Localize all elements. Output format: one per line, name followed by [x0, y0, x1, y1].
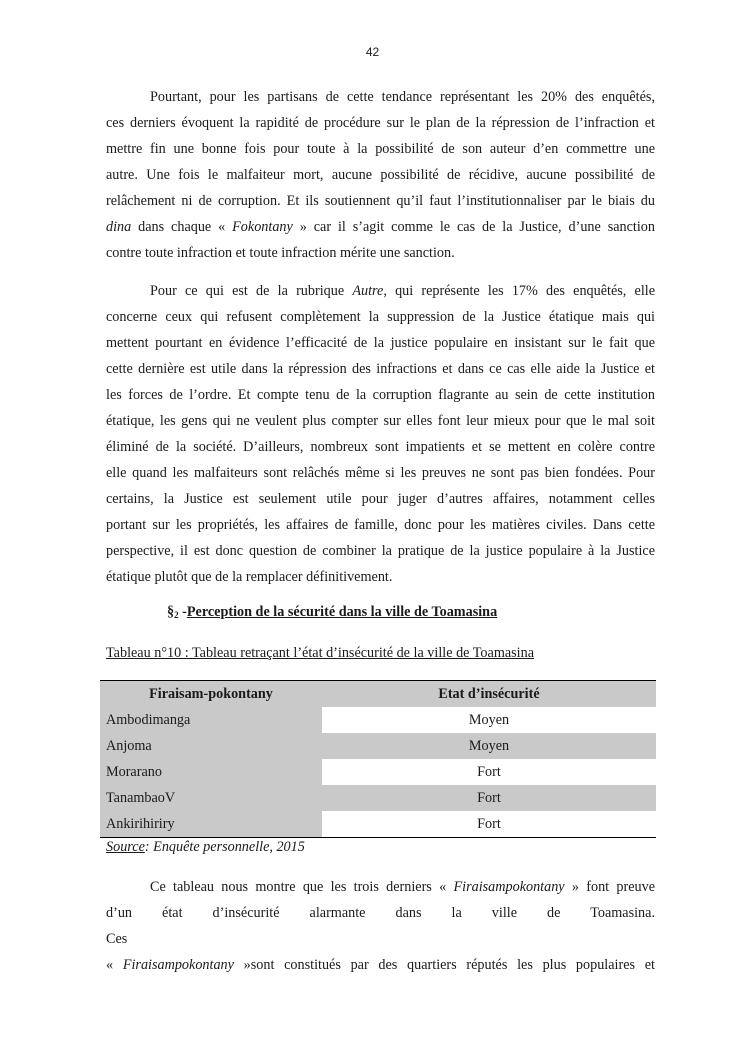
- table-source: Source: Enquête personnelle, 2015: [106, 839, 305, 855]
- paragraph-line: concerne ceux qui refusent complètement la suppression de la Justice étatique mais qui: [106, 309, 655, 325]
- paragraph-line: elle quand les malfaiteurs sont relâchés même si les preuves ne sont pas bien fondées. Pour: [106, 465, 655, 481]
- paragraph-table-comment: [106, 874, 655, 978]
- paragraph-line: d’un état d’insécurité alarmante dans la ville de Toamasina. Ces: [106, 905, 655, 947]
- paragraph-line: Ce tableau nous montre que les trois derniers « Firaisampokontany » font preuve: [150, 879, 655, 895]
- page-number: 42: [365, 45, 380, 59]
- paragraph-line: perspective, il est donc question de combiner la pratique de la justice populaire à la Justice: [106, 543, 655, 559]
- section-heading: $\S_2$ -Perception de la sécurité dans la ville de Toamasina: [167, 604, 498, 620]
- table-cell: Fort: [322, 785, 656, 811]
- paragraph-line: « Firaisampokontany »sont constitués par des quartiers réputés les plus populaires et: [106, 957, 655, 973]
- table-cell: Morarano: [100, 759, 322, 785]
- table-row: [100, 733, 656, 759]
- table-cell: Fort: [322, 759, 656, 785]
- table-row: [100, 785, 656, 811]
- table-cell: Ambodimanga: [100, 707, 322, 733]
- paragraph-line: relâchement ni de corruption. Et ils soutiennent qu’il faut l’institutionnaliser par le biais du: [106, 193, 655, 209]
- table-cell: Fort: [322, 811, 656, 838]
- paragraph-autre: [106, 278, 655, 590]
- paragraph-line: ces derniers évoquent la rapidité de procédure sur le plan de la répression de l’infraction et: [106, 115, 655, 131]
- insecurity-table: [100, 680, 656, 838]
- table-header-row: [100, 681, 656, 708]
- table-cell: Moyen: [322, 733, 656, 759]
- column-header: Firaisam-pokontany: [100, 681, 322, 708]
- paragraph-line: les forces de l’ordre. Et compte tenu de la corruption flagrante au sein de cette institution: [106, 387, 655, 403]
- paragraph-line: dina dans chaque « Fokontany » car il s’agit comme le cas de la Justice, d’une sanction: [106, 219, 655, 235]
- paragraph-line: étatique plutôt que de la remplacer définitivement.: [106, 569, 393, 585]
- paragraph-line: autre. Une fois le malfaiteur mort, aucune possibilité de récidive, aucune possibilité de: [106, 167, 655, 183]
- column-header: Etat d’insécurité: [322, 681, 656, 708]
- table-row: [100, 707, 656, 733]
- table-cell: Moyen: [322, 707, 656, 733]
- paragraph-line: certains, la Justice est seulement utile pour juger d’autres affaires, notamment celles: [106, 491, 655, 507]
- table-cell: TanambaoV: [100, 785, 322, 811]
- table-cell: Anjoma: [100, 733, 322, 759]
- table-cell: Ankirihiriry: [100, 811, 322, 838]
- paragraph-line: mettre fin une bonne fois pour toute à la possibilité de son auteur d’en commettre une: [106, 141, 655, 157]
- paragraph-partisans: [106, 84, 655, 266]
- paragraph-line: contre toute infraction et toute infraction mérite une sanction.: [106, 245, 455, 261]
- paragraph-line: cette dernière est utile dans la répression des infractions et dans ce cas elle aide la Justice et: [106, 361, 655, 377]
- paragraph-line: Pour ce qui est de la rubrique Autre, qui représente les 17% des enquêtés, elle: [150, 283, 655, 299]
- paragraph-line: éliminé de la société. D’ailleurs, nombreux sont impatients et se mettent en colère contre: [106, 439, 655, 455]
- paragraph-line: mettent pourtant en évidence l’efficacité de la justice populaire en insistant sur le fait que: [106, 335, 655, 351]
- paragraph-line: Pourtant, pour les partisans de cette tendance représentant les 20% des enquêtés,: [150, 89, 655, 105]
- table-row: [100, 759, 656, 785]
- table-caption: Tableau n°10 : Tableau retraçant l’état d’insécurité de la ville de Toamasina: [106, 645, 535, 661]
- paragraph-line: étatique, les gens qui ne veulent plus compter sur elles font leur mieux pour que le mal soit: [106, 413, 655, 429]
- table-row: [100, 811, 656, 838]
- paragraph-line: portant sur les propriétés, les affaires de famille, donc pour les matières civiles. Dans cette: [106, 517, 655, 533]
